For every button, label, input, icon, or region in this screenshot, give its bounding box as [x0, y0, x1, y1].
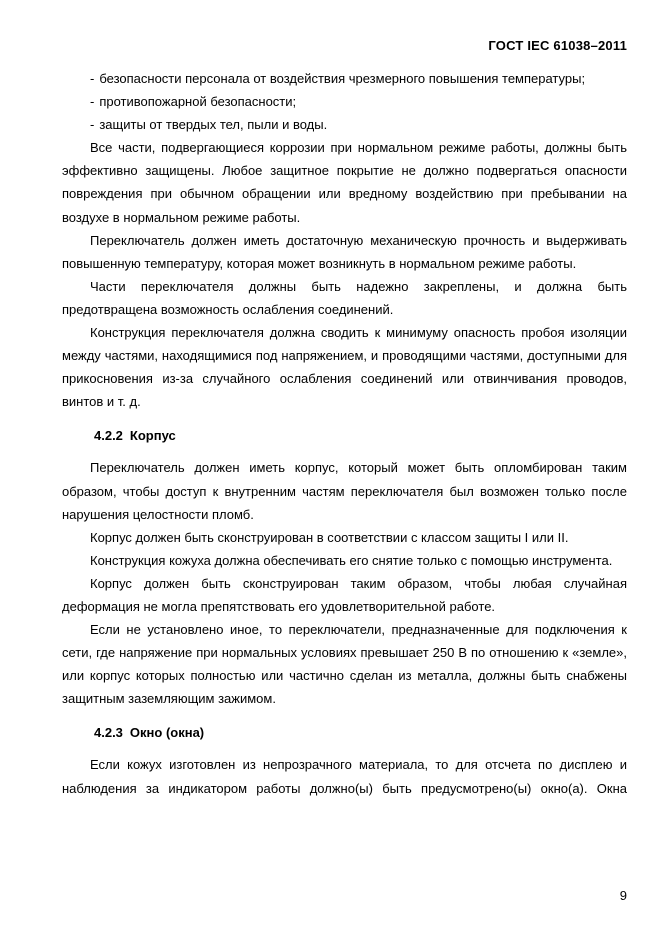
- section-number: 4.2.2: [94, 428, 123, 444]
- paragraph: Переключатель должен иметь корпус, который может быть опломбирован таким образом, чтобы доступ к внутренним частям переключателя был возможен только после нарушения целостности пломб.: [62, 460, 627, 522]
- list-item-text: защиты от твердых тел, пыли и воды.: [99, 117, 328, 133]
- list-item: [62, 113, 627, 136]
- paragraph: Если кожух изготовлен из непрозрачного материала, то для отсчета по дисплею и наблюдения за индикатором работы должно(ы) быть предусмотрено(ы) окно(а). Окна: [62, 757, 627, 796]
- paragraph: Если не установлено иное, то переключатели, предназначенные для подключения к сети, где напряжение при нормальных условиях превышает 250 В по отношению к «земле», или корпус которых полностью или частично сделан из металла, должны быть снабжены защитным заземляющим зажимом.: [62, 622, 627, 707]
- paragraph: Переключатель должен иметь достаточную механическую прочность и выдерживать повышенную температуру, которая может возникнуть в нормальном режиме работы.: [62, 232, 627, 271]
- list-dash: -: [90, 117, 95, 133]
- section-heading-windows: [62, 721, 627, 744]
- paragraph: Все части, подвергающиеся коррозии при нормальном режиме работы, должны быть эффективно защищены. Любое защитное покрытие не должно подвергаться опасности повреждения при обычном обращении или вредному воздействию при пребывании на воздухе в нормальном режиме работы.: [62, 140, 627, 225]
- section-title: Окно (окна): [129, 725, 205, 741]
- paragraph: Корпус должен быть сконструирован в соответствии с классом защиты I или II.: [90, 529, 569, 545]
- list-item-text: противопожарной безопасности;: [99, 94, 297, 110]
- list-dash: -: [90, 94, 95, 110]
- list-item: [62, 90, 627, 113]
- paragraph: Корпус должен быть сконструирован таким образом, чтобы любая случайная деформация не могла препятствовать его удовлетворительной работе.: [62, 575, 627, 614]
- standard-header: ГОСТ IEC 61038–2011: [488, 38, 627, 53]
- list-item: [62, 67, 627, 90]
- document-body: [62, 67, 627, 800]
- list-dash: -: [90, 71, 95, 86]
- page-number: 9: [619, 888, 627, 903]
- paragraph: Конструкция кожуха должна обеспечивать его снятие только с помощью инструмента.: [90, 552, 613, 568]
- paragraph: Части переключателя должны быть надежно закреплены, и должна быть предотвращена возможность ослабления соединений.: [62, 278, 627, 317]
- section-number: 4.2.3: [94, 725, 123, 741]
- section-heading-enclosure: [62, 424, 627, 447]
- section-title: Корпус: [129, 428, 176, 444]
- paragraph: Конструкция переключателя должна сводить к минимуму опасность пробоя изоляции между частями, находящимися под напряжением, и проводящими частями, доступными для прикосновения из-за случайного ослабления соединений или отвинчивания проводов, винтов и т. д.: [62, 325, 627, 410]
- list-item-text: безопасности персонала от воздействия чрезмерного повышения температуры;: [99, 71, 586, 86]
